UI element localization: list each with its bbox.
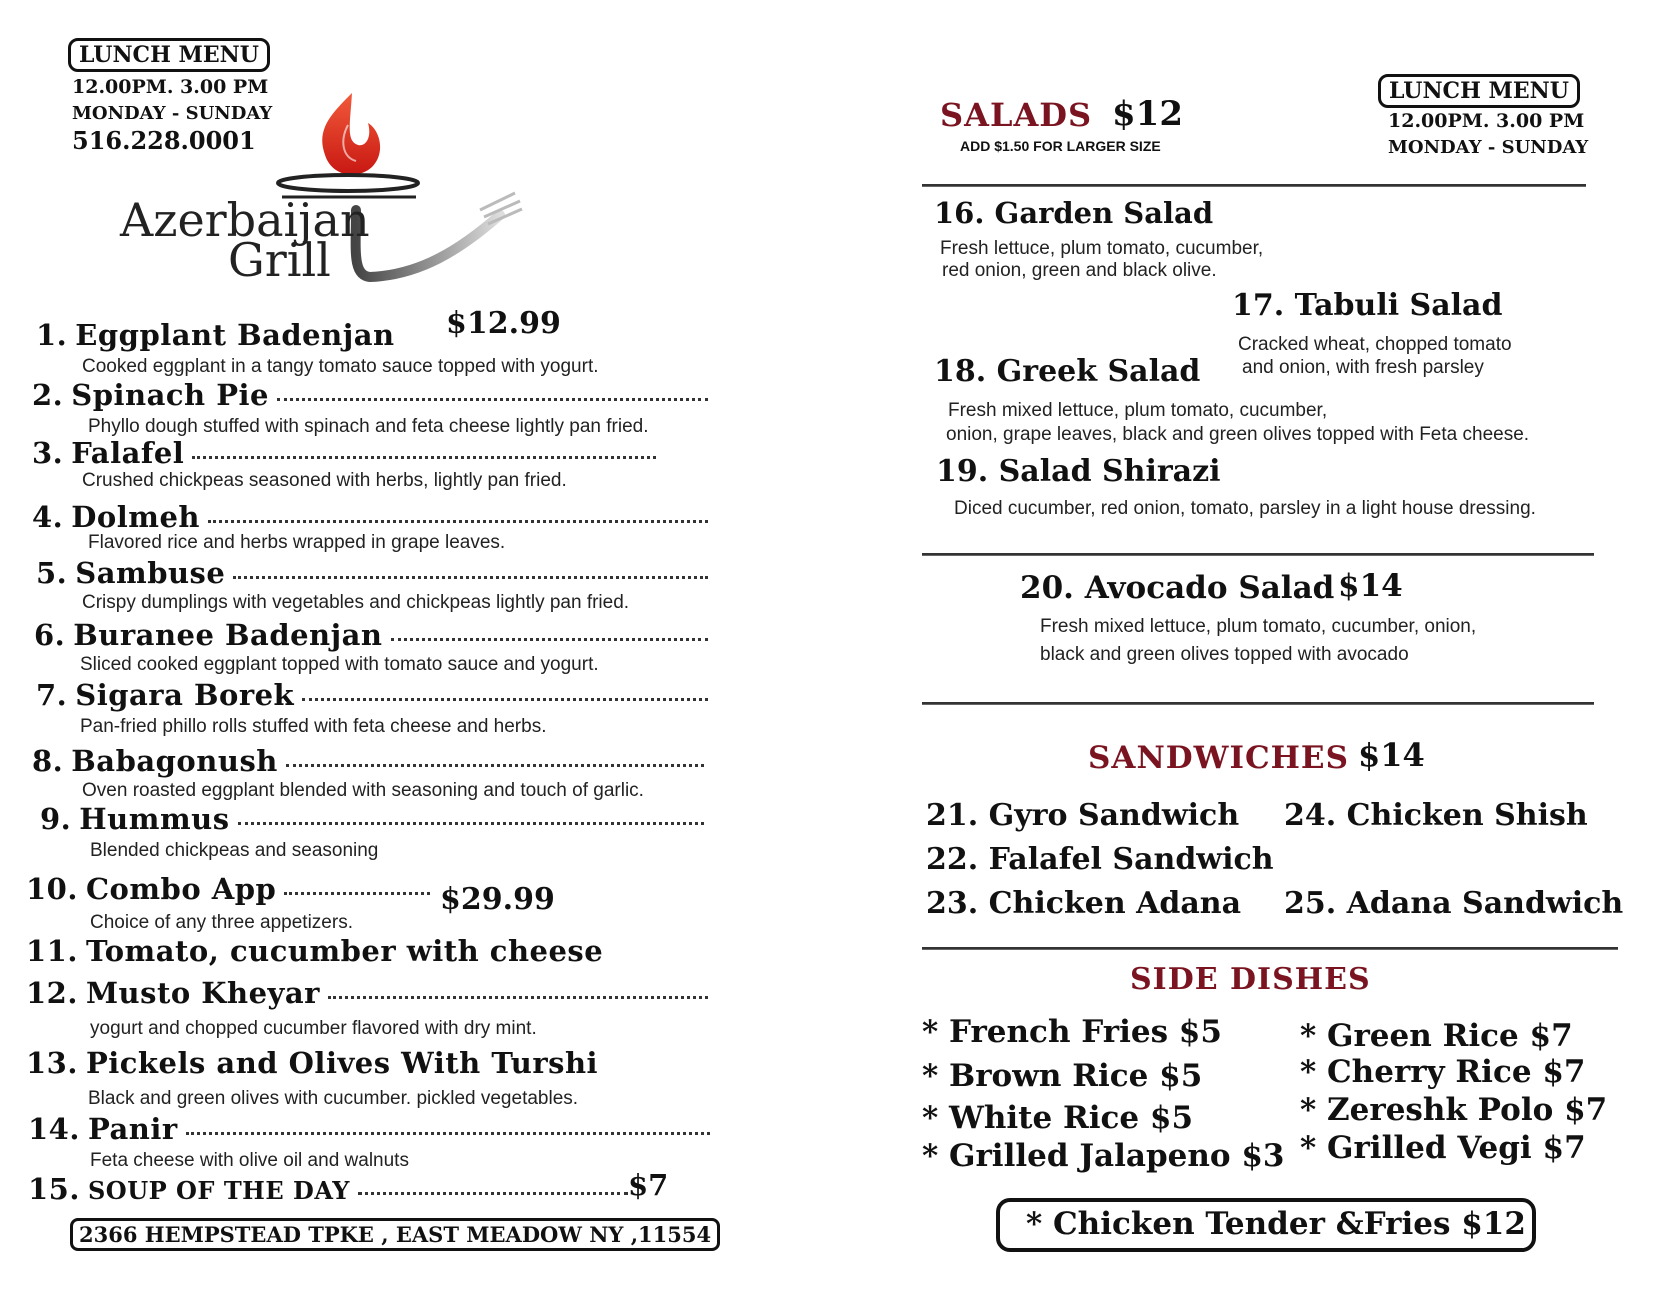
item-description: yogurt and chopped cucumber flavored with dry mint. <box>90 1018 537 1039</box>
item-description: Blended chickpeas and seasoning <box>90 840 379 861</box>
dot-leader <box>328 996 708 999</box>
side-french-fries: * French Fries $5 <box>922 1014 1222 1050</box>
soup-price: $7 <box>628 1168 669 1202</box>
menu-item-10 <box>26 872 430 906</box>
menu-item-13 <box>26 1046 598 1080</box>
item-name: Sigara Borek <box>75 678 295 712</box>
item-description: Choice of any three appetizers. <box>90 912 353 933</box>
salad-18-name: 18. Greek Salad <box>934 354 1201 389</box>
item-name: Musto Kheyar <box>85 976 320 1010</box>
side-grilled-jalapeno: * Grilled Jalapeno $3 <box>922 1138 1285 1174</box>
item-number: 10. <box>26 872 78 906</box>
avocado-desc-1: Fresh mixed lettuce, plum tomato, cucumber, onion, <box>1040 616 1477 637</box>
side-brown-rice: * Brown Rice $5 <box>922 1058 1203 1094</box>
sandwich-21: 21. Gyro Sandwich <box>926 798 1240 833</box>
dot-leader <box>286 764 704 767</box>
item-name: Pickels and Olives With Turshi <box>85 1046 599 1080</box>
item-number: 7. <box>36 678 68 712</box>
sandwiches-title: SANDWICHES <box>1088 740 1349 776</box>
salads-note: ADD $1.50 FOR LARGER SIZE <box>960 138 1161 154</box>
item-number: 1. <box>36 318 68 352</box>
menu-item-2 <box>32 378 708 412</box>
dot-leader <box>302 698 708 701</box>
item-number: 3. <box>32 436 64 470</box>
salad-18-desc-1: Fresh mixed lettuce, plum tomato, cucumber, <box>948 400 1328 421</box>
salad-16-desc-2: red onion, green and black olive. <box>942 260 1217 281</box>
salads-price: $12 <box>1112 94 1183 134</box>
item-description: Cooked eggplant in a tangy tomato sauce topped with yogurt. <box>82 356 599 377</box>
side-cherry-rice: * Cherry Rice $7 <box>1300 1054 1586 1090</box>
item-name: Spinach Pie <box>71 378 270 412</box>
logo-text-line1: Azerbaijan <box>120 193 370 247</box>
divider <box>922 553 1594 556</box>
menu-item-8 <box>32 744 704 778</box>
menu-item-11 <box>26 934 603 968</box>
chicken-tender-special-box: * Chicken Tender &Fries $12 <box>996 1198 1536 1252</box>
item-number: 12. <box>26 976 78 1010</box>
item-name: Tomato, cucumber with cheese <box>85 934 604 968</box>
item-name: Combo App <box>85 872 277 906</box>
item-description: Crispy dumplings with vegetables and chickpeas lightly pan fried. <box>82 592 630 613</box>
item-description: Sliced cooked eggplant topped with tomato sauce and yogurt. <box>80 654 599 675</box>
item-number: 9. <box>40 802 72 836</box>
salad-17-desc-1: Cracked wheat, chopped tomato <box>1238 334 1512 355</box>
menu-item-9 <box>40 802 704 836</box>
divider <box>922 947 1618 950</box>
item-description: Oven roasted eggplant blended with seasoning and touch of garlic. <box>82 780 644 801</box>
menu-item-5 <box>36 556 708 590</box>
days: MONDAY - SUNDAY <box>72 103 273 124</box>
item-description: Phyllo dough stuffed with spinach and feta cheese lightly pan fried. <box>88 416 649 437</box>
dot-leader <box>238 822 704 825</box>
menu-item-15 <box>28 1172 628 1206</box>
item-description: Feta cheese with olive oil and walnuts <box>90 1150 409 1171</box>
item-number: 14. <box>28 1112 80 1146</box>
dot-leader <box>277 398 708 401</box>
menu-item-4 <box>32 500 708 534</box>
dot-leader <box>186 1132 710 1135</box>
item-number: 6. <box>34 618 66 652</box>
side-grilled-vegi: * Grilled Vegi $7 <box>1300 1130 1586 1166</box>
avocado-desc-2: black and green olives topped with avocado <box>1040 644 1409 665</box>
logo-text-line2: Grill <box>228 233 331 287</box>
item-number: 11. <box>26 934 78 968</box>
address-box: 2366 HEMPSTEAD TPKE , EAST MEADOW NY ,11554 <box>70 1218 720 1251</box>
item-number: 4. <box>32 500 64 534</box>
sandwich-24: 24. Chicken Shish <box>1284 798 1588 833</box>
menu-item-6 <box>34 618 708 652</box>
salad-19-name: 19. Salad Shirazi <box>936 454 1221 489</box>
combo-price: $29.99 <box>440 882 555 917</box>
item-name: Eggplant Badenjan <box>75 318 395 352</box>
item-description: Crushed chickpeas seasoned with herbs, lightly pan fried. <box>82 470 567 491</box>
item-name: SOUP OF THE DAY <box>87 1176 350 1205</box>
salad-17-desc-2: and onion, with fresh parsley <box>1242 357 1484 378</box>
avocado-salad-name: 20. Avocado Salad <box>1020 570 1335 606</box>
item-name: Babagonush <box>71 744 278 778</box>
dot-leader <box>233 576 708 579</box>
item-description: Flavored rice and herbs wrapped in grape leaves. <box>88 532 506 553</box>
item-name: Hummus <box>79 802 230 836</box>
menu-item-7 <box>36 678 708 712</box>
item-name: Dolmeh <box>71 500 201 534</box>
divider <box>922 702 1594 705</box>
item-name: Sambuse <box>75 556 226 590</box>
sandwiches-price: $14 <box>1358 736 1425 774</box>
menu-item-1 <box>36 318 395 352</box>
dot-leader <box>284 892 430 895</box>
item-name: Buranee Badenjan <box>73 618 383 652</box>
item-number: 15. <box>28 1172 80 1206</box>
lunch-menu-badge: LUNCH MENU <box>68 38 270 72</box>
salads-title: SALADS <box>940 96 1093 134</box>
item-number: 13. <box>26 1046 78 1080</box>
side-zereshk-polo: * Zereshk Polo $7 <box>1300 1092 1608 1128</box>
hours: 12.00PM. 3.00 PM <box>72 76 269 98</box>
sandwich-23: 23. Chicken Adana <box>926 886 1242 921</box>
appetizer-price: $12.99 <box>446 306 561 341</box>
item-number: 5. <box>36 556 68 590</box>
phone-number: 516.228.0001 <box>72 126 256 155</box>
lunch-menu-badge-right: LUNCH MENU <box>1378 74 1580 108</box>
item-number: 2. <box>32 378 64 412</box>
menu-item-12 <box>26 976 708 1010</box>
menu-item-14 <box>28 1112 710 1146</box>
avocado-salad-price: $14 <box>1338 568 1403 604</box>
salad-16-desc-1: Fresh lettuce, plum tomato, cucumber, <box>940 238 1264 259</box>
days-right: MONDAY - SUNDAY <box>1388 137 1589 158</box>
item-description: Black and green olives with cucumber. pickled vegetables. <box>88 1088 579 1109</box>
dot-leader <box>192 456 656 459</box>
salad-18-desc-2: onion, grape leaves, black and green olives topped with Feta cheese. <box>946 424 1530 445</box>
restaurant-logo <box>120 85 540 295</box>
item-name: Panir <box>87 1112 178 1146</box>
item-description: Pan-fried phillo rolls stuffed with feta cheese and herbs. <box>80 716 547 737</box>
side-white-rice: * White Rice $5 <box>922 1100 1194 1136</box>
salad-17-name: 17. Tabuli Salad <box>1232 288 1503 323</box>
side-dishes-title: SIDE DISHES <box>1130 962 1371 997</box>
item-name: Falafel <box>71 436 185 470</box>
hours-right: 12.00PM. 3.00 PM <box>1388 110 1585 132</box>
sandwich-25: 25. Adana Sandwich <box>1284 886 1624 921</box>
dot-leader <box>208 520 708 523</box>
menu-item-3 <box>32 436 656 470</box>
side-green-rice: * Green Rice $7 <box>1300 1018 1573 1054</box>
dot-leader <box>358 1192 628 1195</box>
salad-19-desc-1: Diced cucumber, red onion, tomato, parsley in a light house dressing. <box>954 498 1536 519</box>
item-number: 8. <box>32 744 64 778</box>
salad-16-name: 16. Garden Salad <box>934 196 1214 230</box>
dot-leader <box>391 638 708 641</box>
sandwich-22: 22. Falafel Sandwich <box>926 842 1274 877</box>
divider <box>922 184 1586 187</box>
